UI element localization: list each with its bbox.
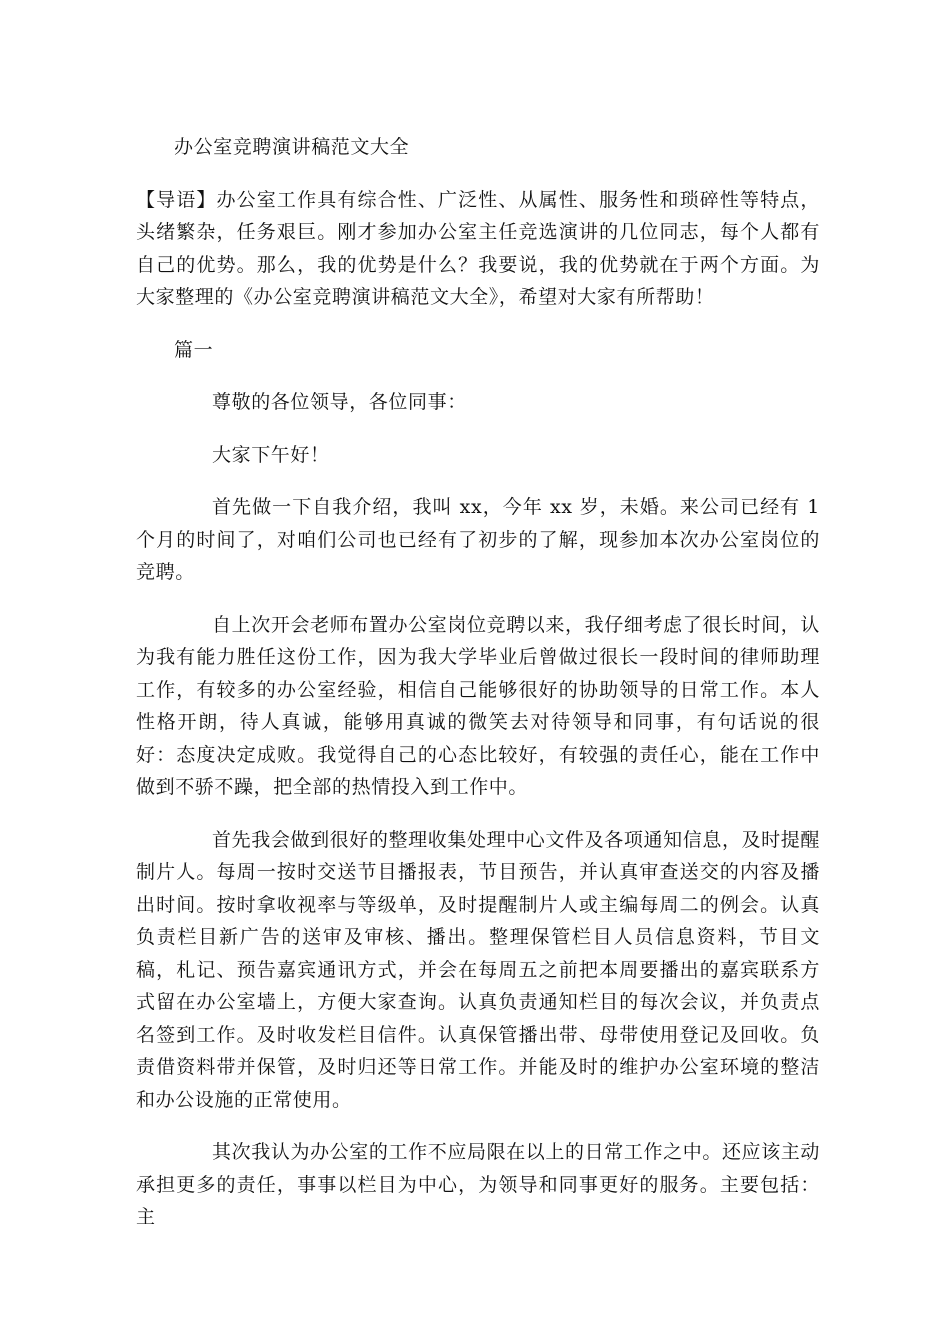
- document-body: [136, 131, 820, 1254]
- body-paragraph-1: 首先做一下自我介绍，我叫 xx，今年 xx 岁，未婚。来公司已经有 1 个月的时间了，对咱们公司也已经有了初步的了解，现参加本次办公室岗位的竞聘。: [136, 496, 820, 583]
- body-paragraph-4: 其次我认为办公室的工作不应局限在以上的日常工作之中。还应该主动承担更多的责任，事事以栏目为中心，为领导和同事更好的服务。主要包括：主: [136, 1141, 820, 1228]
- body-paragraph-3: 首先我会做到很好的整理收集处理中心文件及各项通知信息，及时提醒制片人。每周一按时交送节目播报表，节目预告，并认真审查送交的内容及播出时间。按时拿收视率与等级单，及时提醒制片人或主编每周二的例会。认真负责栏目新广告的送审及审核、播出。整理保管栏目人员信息资料，节目文稿，札记、预告嘉宾通讯方式，并会在每周五之前把本周要播出的嘉宾联系方式留在办公室墙上，方便大家查询。认真负责通知栏目的每次会议，并负责点名签到工作。及时收发栏目信件。认真保管播出带、母带使用登记及回收。负责借资料带并保管，及时归还等日常工作。并能及时的维护办公室环境的整洁和办公设施的正常使用。: [136, 828, 820, 1111]
- intro-paragraph: 【导语】办公室工作具有综合性、广泛性、从属性、服务性和琐碎性等特点，头绪繁杂，任务艰巨。刚才参加办公室主任竞选演讲的几位同志，每个人都有自己的优势。那么，我的优势是什么？我要说，我的优势就在于两个方面。为大家整理的《办公室竞聘演讲稿范文大全》，希望对大家有所帮助！: [136, 188, 820, 308]
- greeting-line: 大家下午好！: [212, 443, 330, 466]
- section-heading: 篇一: [174, 338, 214, 361]
- salutation-line: 尊敬的各位领导，各位同事：: [212, 391, 467, 413]
- body-paragraph-2: 自上次开会老师布置办公室岗位竞聘以来，我仔细考虑了很长时间，认为我有能力胜任这份工作，因为我大学毕业后曾做过很长一段时间的律师助理工作，有较多的办公室经验，相信自己能够很好的协助领导的日常工作。本人性格开朗，待人真诚，能够用真诚的微笑去对待领导和同事，有句话说的很好：态度决定成败。我觉得自己的心态比较好，有较强的责任心，能在工作中做到不骄不躁，把全部的热情投入到工作中。: [136, 613, 820, 798]
- document-title: 办公室竞聘演讲稿范文大全: [174, 136, 410, 158]
